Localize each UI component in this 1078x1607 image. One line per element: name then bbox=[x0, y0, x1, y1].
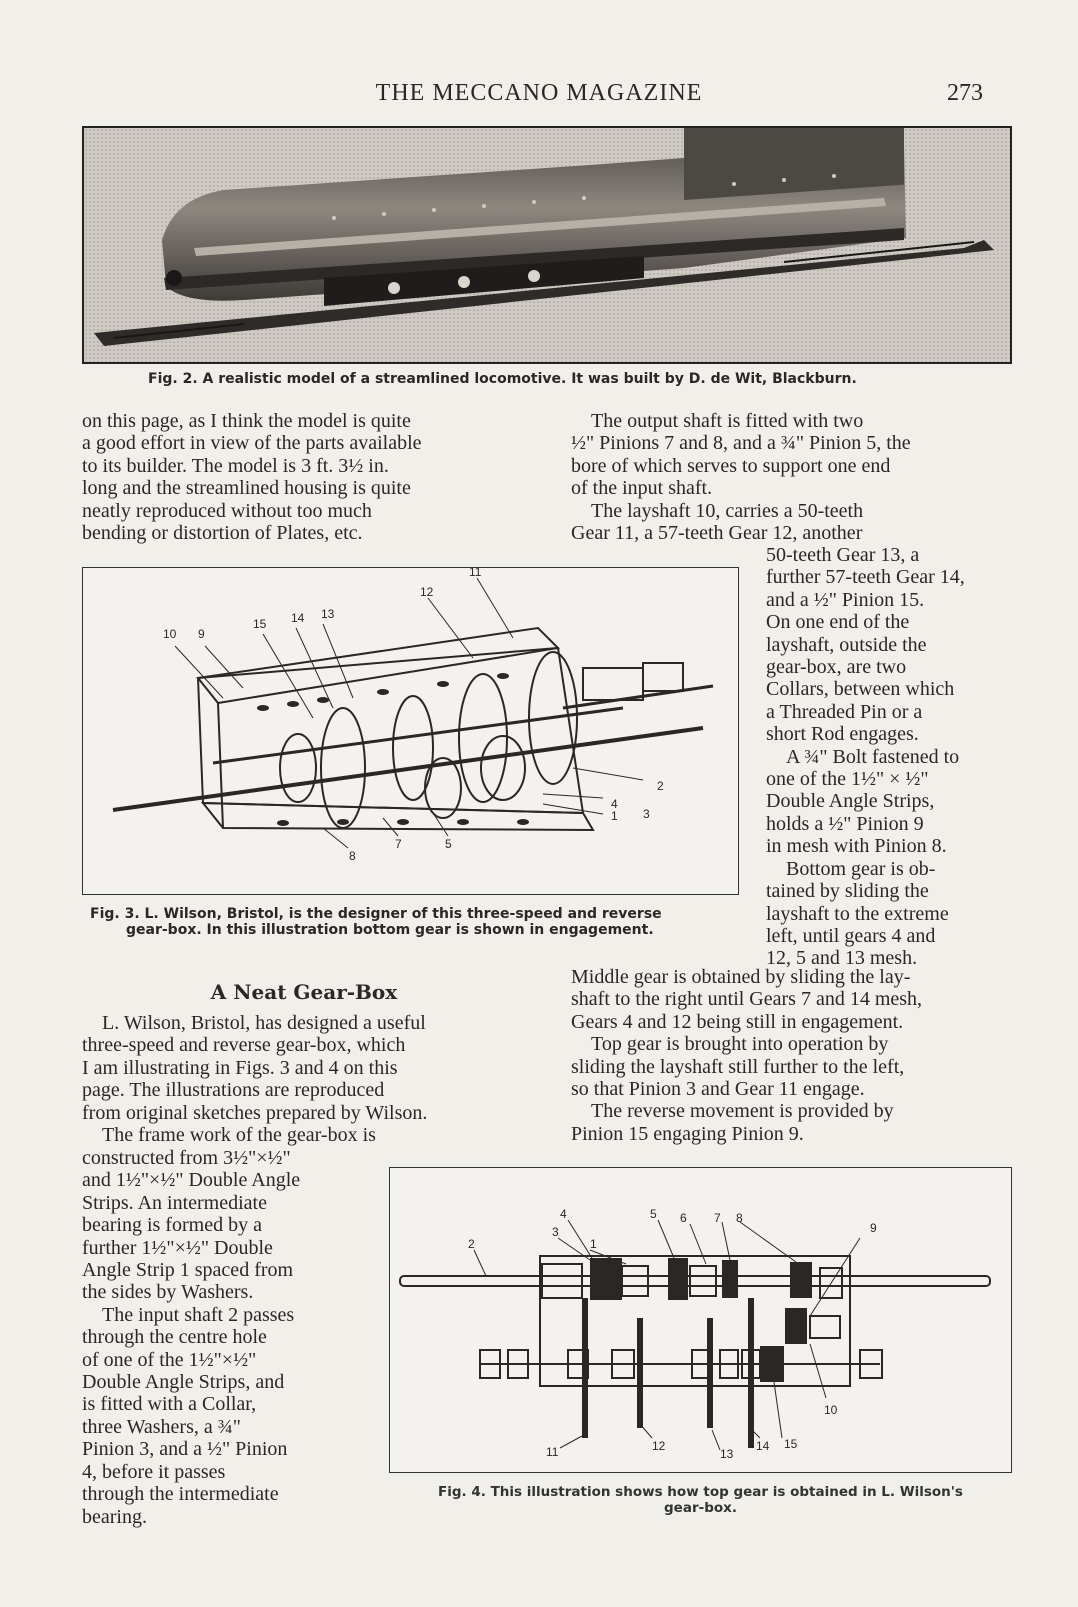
text-line: from original sketches prepared by Wilson. bbox=[82, 1101, 428, 1124]
fig4-label: 14 bbox=[756, 1439, 770, 1453]
locomotive-illustration bbox=[84, 128, 1010, 362]
text-line: holds a ½" Pinion 9 bbox=[766, 812, 924, 835]
fig4-label: 3 bbox=[552, 1225, 559, 1239]
fig4-caption-line: gear-box. bbox=[664, 1500, 737, 1516]
fig4-gearbox-plan bbox=[389, 1167, 1012, 1473]
text-line: The layshaft 10, carries a 50-teeth bbox=[591, 499, 864, 522]
fig4-caption bbox=[389, 1484, 1012, 1516]
text-line: of one of the 1½"×½" bbox=[82, 1348, 257, 1371]
text-line: Double Angle Strips, bbox=[766, 790, 935, 813]
text-line: The output shaft is fitted with two bbox=[591, 410, 864, 432]
fig3-gearbox-illustration bbox=[82, 567, 739, 895]
fig4-caption-line: Fig. 4. This illustration shows how top gear is obtained in L. Wilson's bbox=[438, 1484, 963, 1500]
text-line: further 1½"×½" Double bbox=[82, 1236, 273, 1259]
text-line: Pinion 15 engaging Pinion 9. bbox=[571, 1122, 804, 1145]
text-line: further 57-teeth Gear 14, bbox=[766, 566, 965, 589]
locomotive-photo bbox=[82, 126, 1012, 364]
text-line: gear-box, are two bbox=[766, 656, 907, 679]
fig4-label: 8 bbox=[736, 1211, 743, 1225]
fig3-label: 12 bbox=[420, 585, 434, 599]
right-column-middle bbox=[571, 966, 1012, 1145]
fig3-label: 3 bbox=[643, 807, 650, 821]
text-line: and 1½"×½" Double Angle bbox=[82, 1169, 301, 1192]
fig3-label: 15 bbox=[253, 617, 267, 631]
fig4-label: 5 bbox=[650, 1207, 657, 1221]
article-heading: A Neat Gear-Box bbox=[210, 980, 398, 1004]
text-line: the sides by Washers. bbox=[82, 1281, 254, 1304]
fig4-label: 2 bbox=[468, 1237, 475, 1251]
text-line: through the intermediate bbox=[82, 1483, 279, 1506]
text-line: Top gear is brought into operation by bbox=[591, 1033, 889, 1056]
text-line: is fitted with a Collar, bbox=[82, 1393, 257, 1416]
text-line: Angle Strip 1 spaced from bbox=[82, 1259, 294, 1282]
text-line: long and the streamlined housing is quite bbox=[82, 477, 411, 500]
fig3-caption-line: gear-box. In this illustration bottom gear is shown in engagement. bbox=[126, 922, 654, 938]
text-line: Collars, between which bbox=[766, 678, 955, 701]
text-line: Middle gear is obtained by sliding the lay- bbox=[571, 966, 911, 988]
fig4-label: 4 bbox=[560, 1207, 567, 1221]
fig3-label: 9 bbox=[198, 627, 205, 641]
text-line: of the input shaft. bbox=[571, 477, 713, 500]
fig3-label: 8 bbox=[349, 849, 356, 863]
fig3-label: 14 bbox=[291, 611, 305, 625]
text-line: tained by sliding the bbox=[766, 880, 929, 903]
text-line: layshaft to the extreme bbox=[766, 902, 949, 925]
text-line: through the centre hole bbox=[82, 1326, 267, 1349]
fig4-label: 9 bbox=[870, 1221, 877, 1235]
fig3-label: 7 bbox=[395, 837, 402, 851]
text-line: short Rod engages. bbox=[766, 723, 919, 746]
gearbox-perspective-drawing bbox=[83, 568, 737, 893]
text-line: ½" Pinions 7 and 8, and a ¾" Pinion 5, the bbox=[571, 432, 911, 455]
text-line: on this page, as I think the model is quite bbox=[82, 410, 411, 432]
fig4-label: 15 bbox=[784, 1437, 798, 1451]
fig3-label: 13 bbox=[321, 607, 335, 621]
text-line: bearing. bbox=[82, 1505, 147, 1528]
fig4-label: 1 bbox=[590, 1237, 597, 1251]
text-line: L. Wilson, Bristol, has designed a useful bbox=[102, 1012, 426, 1034]
text-line: three-speed and reverse gear-box, which bbox=[82, 1034, 406, 1057]
text-line: in mesh with Pinion 8. bbox=[766, 835, 947, 858]
fig3-label: 11 bbox=[469, 568, 482, 579]
text-line: On one end of the bbox=[766, 611, 910, 634]
text-line: Pinion 3, and a ½" Pinion bbox=[82, 1438, 288, 1461]
text-line: shaft to the right until Gears 7 and 14 mesh, bbox=[571, 988, 923, 1011]
fig4-label: 6 bbox=[680, 1211, 687, 1225]
text-line: 4, before it passes bbox=[82, 1460, 226, 1483]
fig4-label: 12 bbox=[652, 1439, 666, 1453]
fig3-caption-line: Fig. 3. L. Wilson, Bristol, is the designer of this three-speed and reverse bbox=[90, 906, 662, 922]
text-line: one of the 1½" × ½" bbox=[766, 768, 929, 791]
text-line: 50-teeth Gear 13, a bbox=[766, 544, 920, 566]
text-line: and a ½" Pinion 15. bbox=[766, 588, 925, 611]
text-line: A ¾" Bolt fastened to bbox=[786, 745, 960, 768]
fig3-label: 4 bbox=[611, 797, 618, 811]
text-line: Double Angle Strips, and bbox=[82, 1371, 285, 1394]
fig4-label: 13 bbox=[720, 1447, 734, 1461]
fig2-caption: Fig. 2. A realistic model of a streamlined locomotive. It was built by D. de Wit, Blackburn. bbox=[148, 371, 857, 387]
text-line: bore of which serves to support one end bbox=[571, 454, 891, 477]
text-line: constructed from 3½"×½" bbox=[82, 1147, 291, 1169]
fig4-label: 11 bbox=[546, 1445, 559, 1459]
article-narrow-column bbox=[82, 1147, 360, 1528]
text-line: three Washers, a ¾" bbox=[82, 1415, 241, 1438]
text-line: I am illustrating in Figs. 3 and 4 on this bbox=[82, 1056, 398, 1079]
text-line: so that Pinion 3 and Gear 11 engage. bbox=[571, 1078, 865, 1101]
left-column-intro bbox=[82, 410, 526, 544]
text-line: Strips. An intermediate bbox=[82, 1191, 267, 1214]
text-line: bearing is formed by a bbox=[82, 1214, 262, 1237]
text-line: Gear 11, a 57-teeth Gear 12, another bbox=[571, 522, 863, 545]
text-line: left, until gears 4 and bbox=[766, 924, 936, 947]
fig4-label: 7 bbox=[714, 1211, 721, 1225]
text-line: The reverse movement is provided by bbox=[591, 1100, 894, 1123]
text-line: to its builder. The model is 3 ft. 3½ in. bbox=[82, 454, 389, 477]
text-line: a Threaded Pin or a bbox=[766, 700, 923, 723]
fig3-caption bbox=[90, 906, 750, 938]
text-line: page. The illustrations are reproduced bbox=[82, 1079, 385, 1102]
text-line: 12, 5 and 13 mesh. bbox=[766, 947, 918, 970]
right-column-intro bbox=[571, 410, 1012, 544]
fig4-label: 10 bbox=[824, 1403, 838, 1417]
fig3-label: 2 bbox=[657, 779, 664, 793]
text-line: Bottom gear is ob- bbox=[786, 857, 936, 880]
gearbox-plan-drawing bbox=[390, 1168, 1010, 1471]
text-line: sliding the layshaft still further to the left, bbox=[571, 1055, 905, 1078]
text-line: a good effort in view of the parts available bbox=[82, 432, 422, 455]
fig3-label: 10 bbox=[163, 627, 177, 641]
article-intro bbox=[82, 1012, 526, 1146]
magazine-title: THE MECCANO MAGAZINE bbox=[375, 80, 703, 106]
text-line: Gears 4 and 12 being still in engagement. bbox=[571, 1010, 904, 1033]
fig3-label: 1 bbox=[611, 809, 618, 823]
text-line: neatly reproduced without too much bbox=[82, 499, 372, 522]
text-line: The input shaft 2 passes bbox=[102, 1303, 295, 1326]
text-line: layshaft, outside the bbox=[766, 633, 927, 656]
text-line: The frame work of the gear-box is bbox=[102, 1124, 376, 1147]
fig3-label: 5 bbox=[445, 837, 452, 851]
page-number: 273 bbox=[947, 80, 983, 106]
right-narrow-column bbox=[766, 544, 1012, 970]
text-line: bending or distortion of Plates, etc. bbox=[82, 522, 363, 545]
